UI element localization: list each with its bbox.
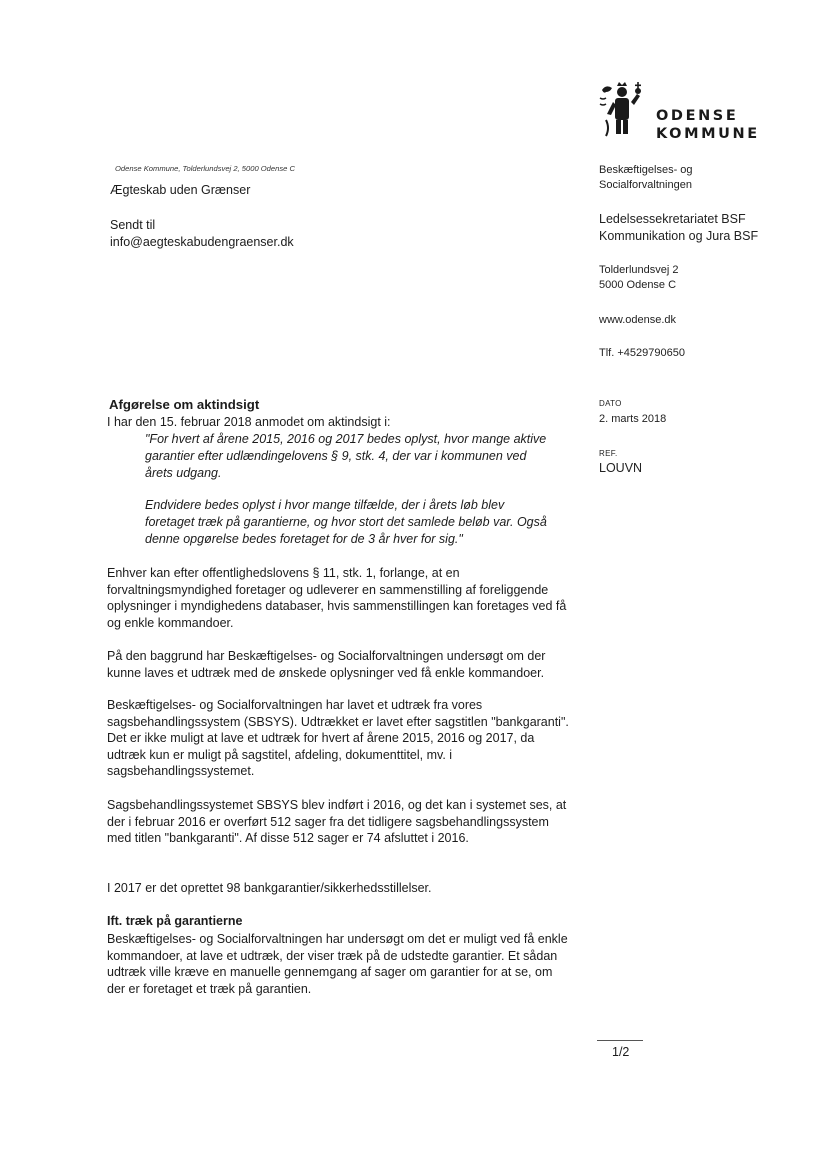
section-subheading: Ift. træk på garantierne — [107, 914, 243, 928]
logo-wordmark-line1: ODENSE — [656, 108, 739, 124]
recipient-contact — [110, 217, 294, 251]
department-line2: Socialforvaltningen — [599, 179, 692, 191]
intro-paragraph: I har den 15. februar 2018 anmodet om aktindsigt i: — [107, 415, 391, 429]
paragraph-3: Beskæftigelses- og Socialforvaltningen har lavet et udtræk fra vores sagsbehandlingssystem (SBSYS). Udtrækket er lavet efter sagstitlen "bankgaranti". Det er ikke muligt at lave et udtræk for hvert af årene 2015, 2016 og 2017, da udtræk kun er muligt på sagstitel, afdeling, dokumenttitel, mv. i sagsbehandlingssystemet. — [107, 698, 569, 778]
recipient-name: Ægteskab uden Grænser — [110, 183, 251, 197]
page-number-rule — [597, 1040, 643, 1041]
sidebar-website[interactable]: www.odense.dk — [599, 314, 677, 326]
unit-line1: Ledelsessekretariatet BSF — [599, 212, 746, 226]
sidebar-address — [599, 263, 809, 293]
sender-address-line: Odense Kommune, Tolderlundsvej 2, 5000 Odense C — [115, 164, 295, 173]
address-line2: 5000 Odense C — [599, 279, 677, 291]
recipient-email: info@aegteskabudengraenser.dk — [110, 235, 294, 249]
ref-value: LOUVN — [599, 461, 643, 475]
date-value: 2. marts 2018 — [599, 413, 667, 425]
paragraph-5: I 2017 er det oprettet 98 bankgarantier/sikkerhedsstillelser. — [107, 881, 432, 895]
sent-to-label: Sendt til — [110, 218, 156, 232]
unit-line2: Kommunikation og Jura BSF — [599, 229, 759, 243]
sidebar-unit — [599, 211, 809, 245]
address-line1: Tolderlundsvej 2 — [599, 264, 679, 276]
page-number: 1/2 — [612, 1045, 630, 1059]
paragraph-4: Sagsbehandlingssystemet SBSYS blev indført i 2016, og det kan i systemet ses, at der i februar 2016 er overført 512 sager fra det tidligere sagsbehandlingssystem med titlen "bankgaranti". Af disse 512 sager er 74 afsluttet i 2016. — [107, 798, 567, 845]
department-line1: Beskæftigelses- og — [599, 164, 693, 176]
sidebar-phone: Tlf. +4529790650 — [599, 347, 685, 359]
logo-wordmark-line2: KOMMUNE — [656, 126, 760, 142]
quote-paragraph-2: Endvidere bedes oplyst i hvor mange tilfælde, der i årets løb blev foretaget træk på garantierne, og hvor stort det samlede beløb var. Også denne opgørelse bedes foretaget for de 3 år hver for sig." — [145, 498, 547, 546]
paragraph-1: Enhver kan efter offentlighedslovens § 11, stk. 1, forlange, at en forvaltningsmyndighed foretager og udleverer en sammenstilling af foreliggende oplysninger i myndighedens databaser, hvis sammenstillingen kan foretages ved få og enkle kommandoer. — [107, 566, 567, 630]
quote-paragraph-1: "For hvert af årene 2015, 2016 og 2017 bedes oplyst, hvor mange aktive garantier efter udlændingelovens § 9, stk. 4, der var i kommunen ved årets udgang. — [145, 432, 547, 480]
sidebar-department — [599, 163, 809, 193]
date-label: DATO — [599, 399, 622, 408]
odense-kommune-logo — [596, 80, 776, 150]
odense-crest-icon — [596, 80, 648, 144]
paragraph-6: Beskæftigelses- og Socialforvaltningen har undersøgt om det er muligt ved få enkle kommandoer, at lave et udtræk, der viser træk på de udstedte garantier. Et sådan udtræk ville kræve en manuelle gennemgang af sager om garantier for at se, om der er foretaget et træk på garantien. — [107, 932, 568, 996]
letter-heading: Afgørelse om aktindsigt — [109, 397, 260, 412]
paragraph-2: På den baggrund har Beskæftigelses- og Socialforvaltningen undersøgt om der kunne laves et udtræk med de ønskede oplysninger ved få enkle kommandoer. — [107, 649, 546, 680]
ref-label: REF. — [599, 449, 618, 458]
